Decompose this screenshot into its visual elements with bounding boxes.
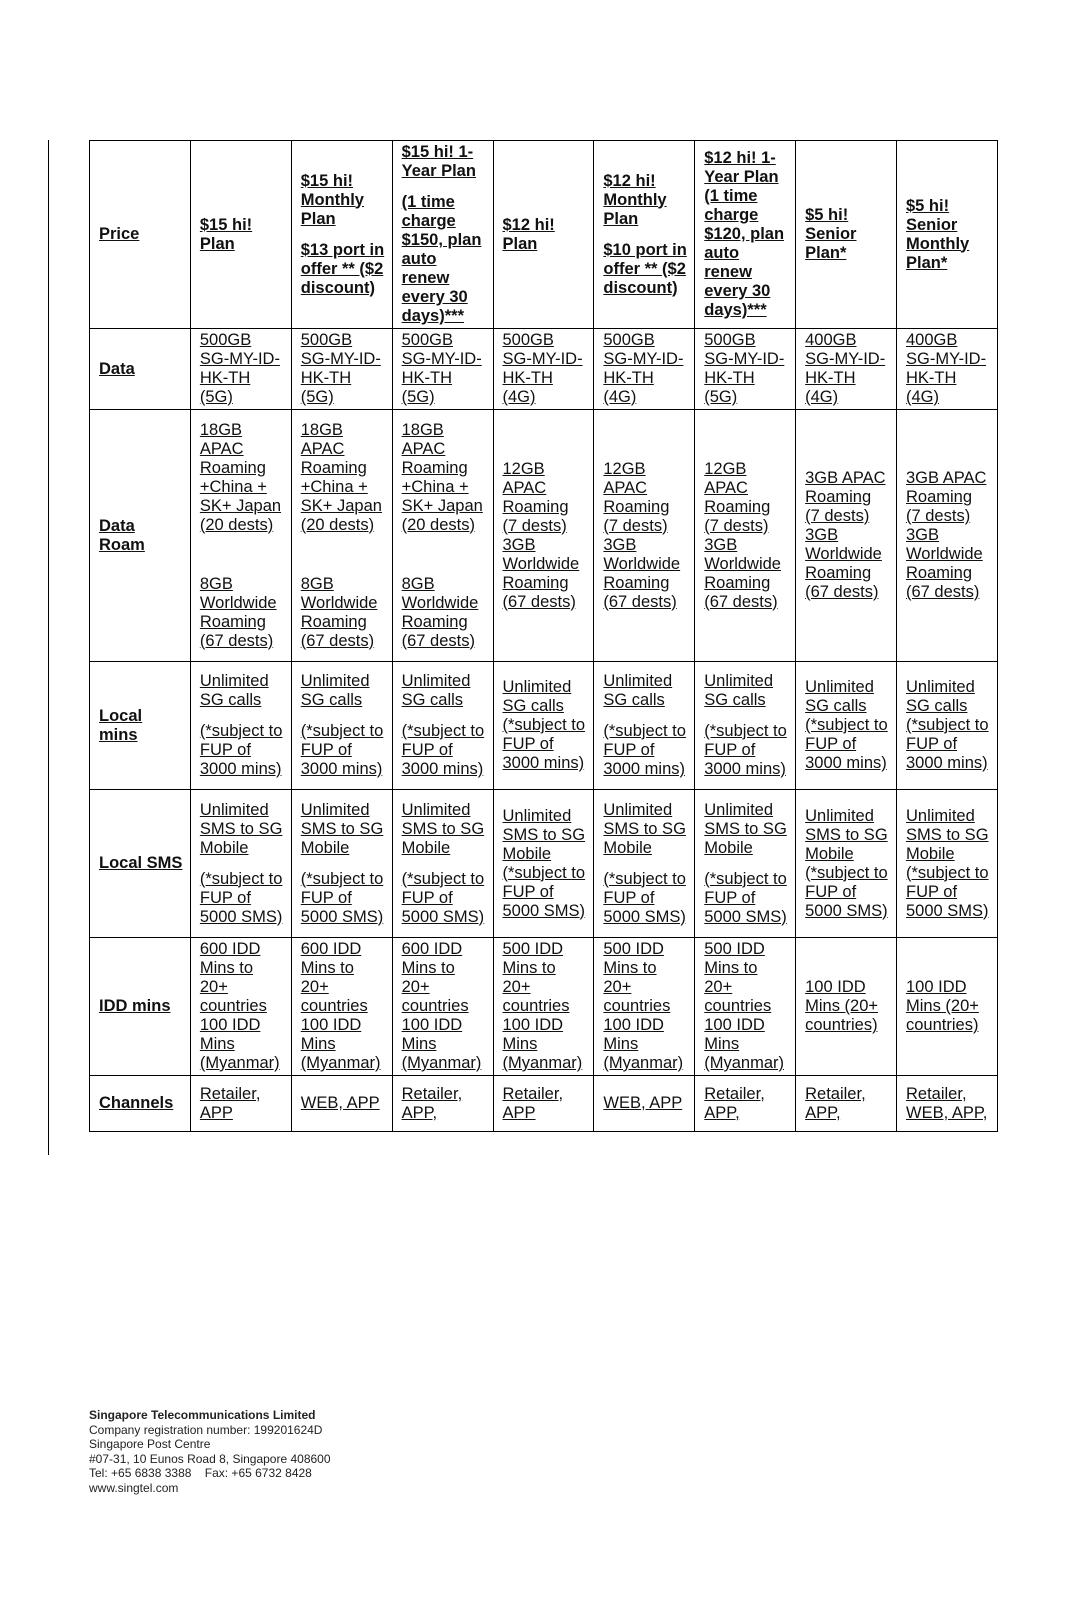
cell-local-sms-plan-6 [695, 790, 796, 938]
cell-local-sms-plan-4 [493, 790, 594, 938]
cell-text: Retailer, APP, [704, 1084, 765, 1122]
cell-text: $5 hi! Senior Plan* [805, 206, 857, 262]
cell-text: Unlimited SMS to SG Mobile (*subject to FUP of 5000 SMS) [502, 806, 586, 920]
paragraph-gap [704, 858, 789, 870]
cell-text: (*subject to FUP of 3000 mins) [199, 722, 283, 778]
cell-price-plan-7 [796, 141, 897, 329]
cell-channels-plan-7 [796, 1076, 897, 1132]
cell-price-plan-6 [695, 141, 796, 329]
paragraph-gap [402, 535, 487, 575]
footer-address: #07-31, 10 Eunos Road 8, Singapore 408600 [89, 1451, 331, 1466]
cell-text: $12 hi! Plan [502, 215, 555, 253]
cell-text: (*subject to FUP of 5000 SMS) [401, 869, 485, 926]
cell-text: Retailer, WEB, APP, [906, 1084, 988, 1122]
cell-text: Unlimited SG calls (*subject to FUP of 3000 mins) [502, 678, 586, 772]
cell-local-mins-plan-7 [796, 662, 897, 790]
cell-text: $12 hi! 1-Year Plan (1 time charge $120, plan auto renew every 30 days)*** [704, 149, 785, 319]
cell-text: 500 IDD Mins to 20+ countries 100 IDD Mins (Myanmar) [603, 940, 684, 1072]
cell-text: Unlimited SG calls [401, 672, 471, 709]
cell-text: (*subject to FUP of 3000 mins) [300, 722, 384, 778]
cell-data-plan-2 [291, 329, 392, 410]
cell-text: Unlimited SMS to SG Mobile [199, 800, 283, 857]
cell-text: 500GB SG-MY-ID-HK-TH (4G) [603, 331, 684, 406]
table-row-price [90, 141, 998, 329]
row-header-price: Price [90, 141, 191, 329]
cell-text: 3GB APAC Roaming (7 dests) 3GB Worldwide Roaming (67 dests) [906, 469, 987, 601]
footer-contact: Tel: +65 6838 3388 Fax: +65 6732 8428 [89, 1466, 312, 1480]
cell-text: (*subject to FUP of 5000 SMS) [300, 869, 384, 926]
cell-text: 600 IDD Mins to 20+ countries 100 IDD Mins (Myanmar) [401, 940, 482, 1072]
cell-local-mins-plan-6 [695, 662, 796, 790]
cell-text: (*subject to FUP of 5000 SMS) [199, 869, 283, 926]
cell-idd-mins-plan-7 [796, 938, 897, 1076]
cell-local-mins-plan-8 [897, 662, 998, 790]
cell-text: (*subject to FUP of 3000 mins) [603, 722, 686, 778]
cell-text: 400GB SG-MY-ID-HK-TH (4G) [906, 331, 987, 406]
cell-text: 600 IDD Mins to 20+ countries 100 IDD Mins (Myanmar) [199, 940, 280, 1072]
row-header-data-roam: Data Roam [90, 410, 191, 662]
paragraph-gap [200, 858, 285, 870]
cell-data-plan-6 [695, 329, 796, 410]
cell-channels-plan-8 [897, 1076, 998, 1132]
cell-local-mins-plan-4 [493, 662, 594, 790]
table-row-data [90, 329, 998, 410]
cell-data-plan-5 [594, 329, 695, 410]
footer-registration: Company registration number: 199201624D [89, 1422, 323, 1437]
cell-text: (*subject to FUP of 3000 mins) [401, 722, 485, 778]
paragraph-gap [301, 229, 386, 241]
cell-price-plan-2 [291, 141, 392, 329]
paragraph-gap [402, 181, 487, 193]
cell-local-sms-plan-5 [594, 790, 695, 938]
cell-local-sms-plan-8 [897, 790, 998, 938]
cell-channels-plan-5 [594, 1076, 695, 1132]
cell-local-sms-plan-7 [796, 790, 897, 938]
cell-channels-plan-4 [493, 1076, 594, 1132]
cell-data-plan-1 [190, 329, 291, 410]
cell-idd-mins-plan-5 [594, 938, 695, 1076]
cell-price-plan-4 [493, 141, 594, 329]
cell-channels-plan-2 [291, 1076, 392, 1132]
cell-text: (*subject to FUP of 3000 mins) [704, 722, 787, 778]
table-row-data-roam [90, 410, 998, 662]
cell-text: Unlimited SG calls [603, 672, 673, 709]
cell-text: $13 port in offer ** ($2 discount) [300, 240, 385, 297]
paragraph-gap [200, 710, 285, 722]
cell-local-mins-plan-3 [392, 662, 493, 790]
cell-text: Unlimited SMS to SG Mobile (*subject to FUP of 5000 SMS) [805, 806, 888, 920]
cell-local-sms-plan-1 [190, 790, 291, 938]
cell-text: $15 hi! Plan [199, 215, 253, 253]
row-header-idd-mins: IDD mins [90, 938, 191, 1076]
cell-idd-mins-plan-1 [190, 938, 291, 1076]
cell-text: 100 IDD Mins (20+ countries) [805, 978, 879, 1034]
paragraph-gap [603, 858, 688, 870]
cell-text: 18GB APAC Roaming +China + SK+ Japan (20 dests) [401, 420, 483, 534]
cell-text: $10 port in offer ** ($2 discount) [603, 240, 687, 297]
cell-text: 500 IDD Mins to 20+ countries 100 IDD Mins (Myanmar) [502, 940, 583, 1072]
cell-channels-plan-1 [190, 1076, 291, 1132]
paragraph-gap [603, 229, 688, 241]
paragraph-gap [402, 858, 487, 870]
cell-data-plan-3 [392, 329, 493, 410]
paragraph-gap [704, 710, 789, 722]
cell-text: Unlimited SMS to SG Mobile [603, 800, 686, 857]
cell-text: $5 hi! Senior Monthly Plan* [906, 196, 970, 272]
paragraph-gap [200, 535, 285, 575]
cell-price-plan-5 [594, 141, 695, 329]
table-row-idd-mins [90, 938, 998, 1076]
cell-text: Unlimited SMS to SG Mobile [300, 800, 384, 857]
cell-text: Retailer, APP, [805, 1084, 866, 1122]
cell-text: Unlimited SMS to SG Mobile [704, 800, 787, 857]
cell-text: 500GB SG-MY-ID-HK-TH (4G) [502, 331, 583, 406]
plan-comparison-table [89, 140, 998, 1132]
cell-text: Retailer, APP [502, 1084, 564, 1122]
cell-data-plan-8 [897, 329, 998, 410]
footer-building: Singapore Post Centre [89, 1437, 211, 1451]
footer-company-name: Singapore Telecommunications Limited [89, 1408, 316, 1422]
paragraph-gap [301, 710, 386, 722]
cell-text: Unlimited SMS to SG Mobile [401, 800, 485, 857]
cell-text: WEB, APP [300, 1094, 380, 1112]
footer-website: www.singtel.com [89, 1480, 179, 1495]
cell-text: $12 hi! Monthly Plan [603, 171, 667, 228]
cell-idd-mins-plan-3 [392, 938, 493, 1076]
paragraph-gap [301, 858, 386, 870]
row-header-data: Data [90, 329, 191, 410]
table-row-channels [90, 1076, 998, 1132]
cell-text: $15 hi! 1-Year Plan [401, 143, 476, 180]
cell-idd-mins-plan-4 [493, 938, 594, 1076]
cell-data-roam-plan-7 [796, 410, 897, 662]
cell-text: 3GB APAC Roaming (7 dests) 3GB Worldwide Roaming (67 dests) [805, 469, 886, 601]
cell-data-roam-plan-1 [190, 410, 291, 662]
margin-rule [48, 140, 49, 1155]
cell-channels-plan-6 [695, 1076, 796, 1132]
cell-text: Unlimited SG calls (*subject to FUP of 3000 mins) [906, 678, 989, 772]
cell-text: 8GB Worldwide Roaming (67 dests) [300, 574, 378, 650]
cell-text: Retailer, APP, [401, 1084, 463, 1122]
cell-text: Retailer, APP [199, 1084, 261, 1122]
paragraph-gap [603, 710, 688, 722]
cell-local-sms-plan-2 [291, 790, 392, 938]
cell-text: 600 IDD Mins to 20+ countries 100 IDD Mins (Myanmar) [300, 940, 381, 1072]
cell-text: 400GB SG-MY-ID-HK-TH (4G) [805, 331, 886, 406]
cell-price-plan-8 [897, 141, 998, 329]
cell-text: WEB, APP [603, 1094, 683, 1112]
cell-text: 12GB APAC Roaming (7 dests) 3GB Worldwide Roaming (67 dests) [603, 459, 681, 611]
cell-text: 500GB SG-MY-ID-HK-TH (5G) [300, 331, 381, 406]
cell-text: 500 IDD Mins to 20+ countries 100 IDD Mins (Myanmar) [704, 940, 785, 1072]
cell-price-plan-1 [190, 141, 291, 329]
cell-local-mins-plan-2 [291, 662, 392, 790]
cell-idd-mins-plan-8 [897, 938, 998, 1076]
cell-text: 500GB SG-MY-ID-HK-TH (5G) [199, 331, 280, 406]
cell-channels-plan-3 [392, 1076, 493, 1132]
row-header-local-sms: Local SMS [90, 790, 191, 938]
paragraph-gap [301, 535, 386, 575]
cell-text: 18GB APAC Roaming +China + SK+ Japan (20 dests) [300, 420, 382, 534]
cell-text: 12GB APAC Roaming (7 dests) 3GB Worldwide Roaming (67 dests) [704, 459, 781, 611]
cell-text: (*subject to FUP of 5000 SMS) [603, 869, 686, 926]
cell-data-roam-plan-8 [897, 410, 998, 662]
cell-text: 8GB Worldwide Roaming (67 dests) [401, 574, 479, 650]
cell-idd-mins-plan-6 [695, 938, 796, 1076]
cell-data-plan-4 [493, 329, 594, 410]
cell-text: Unlimited SMS to SG Mobile (*subject to FUP of 5000 SMS) [906, 806, 989, 920]
cell-data-roam-plan-4 [493, 410, 594, 662]
cell-data-roam-plan-6 [695, 410, 796, 662]
cell-local-mins-plan-5 [594, 662, 695, 790]
cell-text: $15 hi! Monthly Plan [300, 171, 364, 228]
cell-data-plan-7 [796, 329, 897, 410]
cell-data-roam-plan-2 [291, 410, 392, 662]
cell-data-roam-plan-3 [392, 410, 493, 662]
cell-text: 8GB Worldwide Roaming (67 dests) [199, 574, 277, 650]
cell-text: (*subject to FUP of 5000 SMS) [704, 869, 787, 926]
cell-local-sms-plan-3 [392, 790, 493, 938]
table-row-local-mins [90, 662, 998, 790]
cell-text: 500GB SG-MY-ID-HK-TH (5G) [401, 331, 482, 406]
company-footer [89, 1408, 331, 1495]
cell-text: (1 time charge $150, plan auto renew every 30 days)*** [401, 193, 482, 325]
row-header-channels: Channels [90, 1076, 191, 1132]
row-header-local-mins: Local mins [90, 662, 191, 790]
cell-text: Unlimited SG calls [704, 672, 774, 709]
paragraph-gap [402, 710, 487, 722]
cell-text: 12GB APAC Roaming (7 dests) 3GB Worldwide Roaming (67 dests) [502, 459, 580, 611]
cell-text: 100 IDD Mins (20+ countries) [906, 978, 979, 1034]
cell-local-mins-plan-1 [190, 662, 291, 790]
table-row-local-sms [90, 790, 998, 938]
cell-idd-mins-plan-2 [291, 938, 392, 1076]
cell-data-roam-plan-5 [594, 410, 695, 662]
cell-text: Unlimited SG calls (*subject to FUP of 3000 mins) [805, 678, 888, 772]
cell-price-plan-3 [392, 141, 493, 329]
cell-text: Unlimited SG calls [199, 672, 269, 709]
cell-text: 18GB APAC Roaming +China + SK+ Japan (20 dests) [199, 420, 282, 534]
cell-text: Unlimited SG calls [300, 672, 370, 709]
cell-text: 500GB SG-MY-ID-HK-TH (5G) [704, 331, 785, 406]
